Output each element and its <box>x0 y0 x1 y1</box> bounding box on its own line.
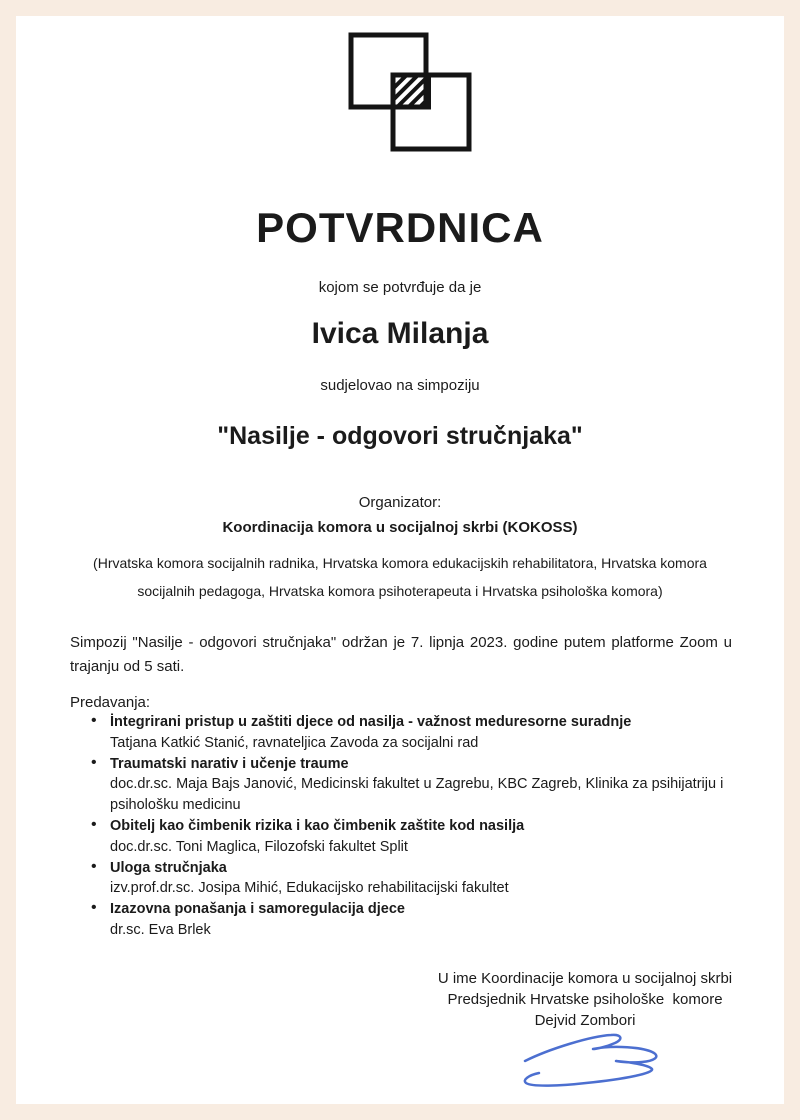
signature-block <box>415 968 755 1031</box>
lecture-title: • Traumatski narativ i učenje traume <box>110 755 349 772</box>
lecture-speaker: izv.prof.dr.sc. Josipa Mihić, Edukacijsko rehabilitacijski fakultet <box>110 880 509 897</box>
certificate-title: POTVRDNICA <box>256 204 544 251</box>
lecture-speaker: Tatjana Katkić Stanić, ravnateljica Zavoda za socijalni rad <box>110 734 479 751</box>
signature-role-line: Predsjednik Hrvatske psihološke komore <box>447 991 723 1008</box>
symposium-description: Simpozij "Nasilje - odgovori stručnjaka" održan je 7. lipnja 2023. godine putem platforme Zoom u trajanju od 5 sati. <box>70 634 732 675</box>
organizer-name: Koordinacija komora u socijalnoj skrbi (KOKOSS) <box>222 519 578 536</box>
certificate-page <box>16 16 784 1104</box>
lecture-item <box>110 858 748 900</box>
confirmation-text: kojom se potvrđuje da je <box>318 279 482 296</box>
lecture-item <box>110 816 748 858</box>
symposium-title: "Nasilje - odgovori stručnjaka" <box>217 422 583 450</box>
lecture-item <box>110 899 748 941</box>
overlapping-squares-logo-icon <box>346 31 476 156</box>
lectures-list <box>70 712 748 941</box>
participation-text: sudjelovao na simpoziju <box>320 377 480 394</box>
lecture-title: • Izazovna ponašanja i samoregulacija djece <box>110 901 405 918</box>
lecture-item <box>110 754 748 816</box>
lecture-item <box>110 712 748 754</box>
organizer-member-chambers: (Hrvatska komora socijalnih radnika, Hrvatska komora edukacijskih rehabilitatora, Hrvatska komora socijalnih pedagoga, Hrvatska komora psihoterapeuta i Hrvatska psihološka komora) <box>93 555 707 599</box>
signatory-name: Dejvid Zombori <box>534 1012 636 1029</box>
lecture-title: • Uloga stručnjaka <box>110 859 227 876</box>
lecture-speaker: doc.dr.sc. Maja Bajs Janović, Medicinski fakultet u Zagrebu, KBC Zagreb, Klinika za psihijatriju i psihološku medicinu <box>110 776 724 814</box>
lecture-speaker: doc.dr.sc. Toni Maglica, Filozofski fakultet Split <box>110 838 408 855</box>
lectures-label: Predavanja: <box>70 694 151 711</box>
organizer-label: Organizator: <box>358 494 442 511</box>
signature-on-behalf-line: U ime Koordinacije komora u socijalnoj skrbi <box>437 970 733 987</box>
lecture-title: • İntegrirani pristup u zaštiti djece od nasilja - važnost meduresorne suradnje <box>110 714 632 730</box>
recipient-name: Ivica Milanja <box>311 317 489 350</box>
lecture-title: • Obitelj kao čimbenik rizika i kao čimbenik zaštite kod nasilja <box>110 817 525 834</box>
lecture-speaker: dr.sc. Eva Brlek <box>110 921 211 938</box>
handwritten-signature-icon <box>505 1032 685 1098</box>
